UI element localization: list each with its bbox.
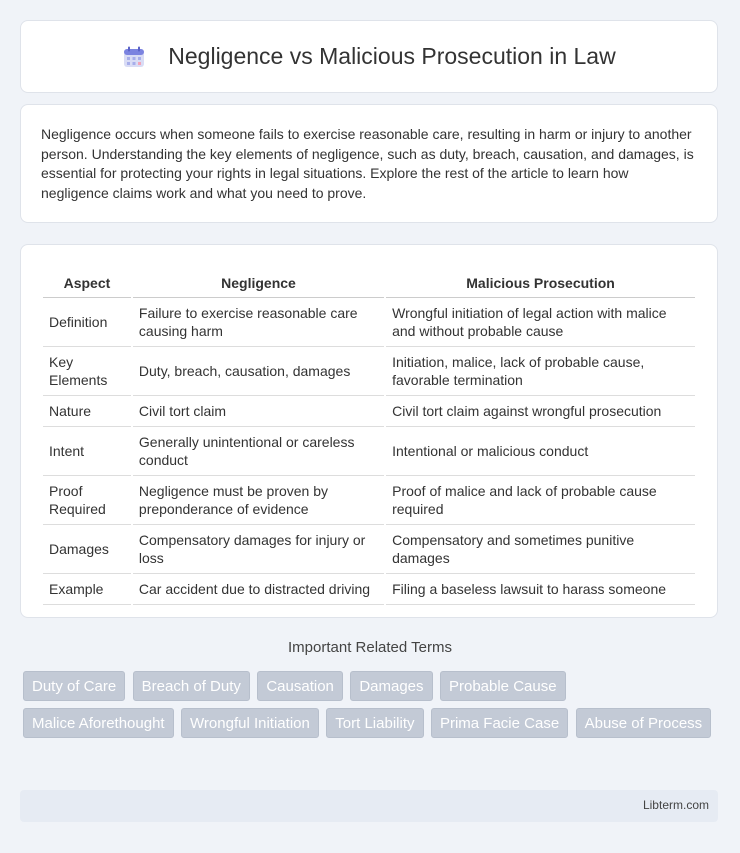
tag-damages[interactable]: Damages — [350, 671, 432, 701]
tag-abuse-of-process[interactable]: Abuse of Process — [576, 708, 712, 738]
table-row — [43, 427, 695, 476]
negligence-cell: Car accident due to distracted driving — [133, 574, 384, 605]
tag-duty-of-care[interactable]: Duty of Care — [23, 671, 125, 701]
table-row — [43, 525, 695, 574]
table-header-row — [43, 265, 695, 298]
malicious-prosecution-cell: Initiation, malice, lack of probable cause, favorable termination — [386, 347, 695, 396]
footer — [20, 790, 718, 822]
aspect-cell: Proof Required — [43, 476, 131, 525]
aspect-cell: Key Elements — [43, 347, 131, 396]
tag-wrongful-initiation[interactable]: Wrongful Initiation — [181, 708, 319, 738]
negligence-cell: Negligence must be proven by preponderance of evidence — [133, 476, 384, 525]
aspect-cell: Damages — [43, 525, 131, 574]
header-malicious-prosecution: Malicious Prosecution — [386, 265, 695, 298]
tag-tort-liability[interactable]: Tort Liability — [326, 708, 423, 738]
calendar-icon — [122, 45, 146, 69]
aspect-cell: Definition — [43, 298, 131, 347]
malicious-prosecution-cell: Wrongful initiation of legal action with malice and without probable cause — [386, 298, 695, 347]
malicious-prosecution-cell: Filing a baseless lawsuit to harass someone — [386, 574, 695, 605]
negligence-cell: Compensatory damages for injury or loss — [133, 525, 384, 574]
aspect-cell: Example — [43, 574, 131, 605]
comparison-table — [41, 265, 697, 605]
table-row — [43, 396, 695, 427]
malicious-prosecution-cell: Compensatory and sometimes punitive damages — [386, 525, 695, 574]
malicious-prosecution-cell: Intentional or malicious conduct — [386, 427, 695, 476]
malicious-prosecution-cell: Civil tort claim against wrongful prosecution — [386, 396, 695, 427]
malicious-prosecution-cell: Proof of malice and lack of probable cause required — [386, 476, 695, 525]
negligence-cell: Civil tort claim — [133, 396, 384, 427]
intro-card — [20, 104, 718, 223]
related-terms-title: Important Related Terms — [288, 639, 452, 656]
aspect-cell: Intent — [43, 427, 131, 476]
table-row — [43, 476, 695, 525]
negligence-cell: Generally unintentional or careless conduct — [133, 427, 384, 476]
tag-breach-of-duty[interactable]: Breach of Duty — [133, 671, 250, 701]
title-card — [20, 20, 718, 93]
tag-causation[interactable]: Causation — [257, 671, 343, 701]
related-terms-list — [23, 671, 723, 745]
footer-site-link[interactable]: Libterm.com — [642, 798, 709, 812]
table-row — [43, 298, 695, 347]
negligence-cell: Duty, breach, causation, damages — [133, 347, 384, 396]
page-title: Negligence vs Malicious Prosecution in Law — [168, 43, 616, 69]
intro-text: Negligence occurs when someone fails to exercise reasonable care, resulting in harm or injury to another person. Understanding the key elements of negligence, such as duty, breach, causation, and damages, is essential for protecting your rights in legal situations. Explore the rest of the article to learn how negligence claims work and what you need to prove. — [41, 126, 694, 201]
table-row — [43, 347, 695, 396]
tag-prima-facie-case[interactable]: Prima Facie Case — [431, 708, 568, 738]
table-row — [43, 574, 695, 605]
header-aspect: Aspect — [43, 265, 131, 298]
header-negligence: Negligence — [133, 265, 384, 298]
negligence-cell: Failure to exercise reasonable care causing harm — [133, 298, 384, 347]
aspect-cell: Nature — [43, 396, 131, 427]
comparison-card — [20, 244, 718, 618]
tag-probable-cause[interactable]: Probable Cause — [440, 671, 566, 701]
tag-malice-aforethought[interactable]: Malice Aforethought — [23, 708, 174, 738]
